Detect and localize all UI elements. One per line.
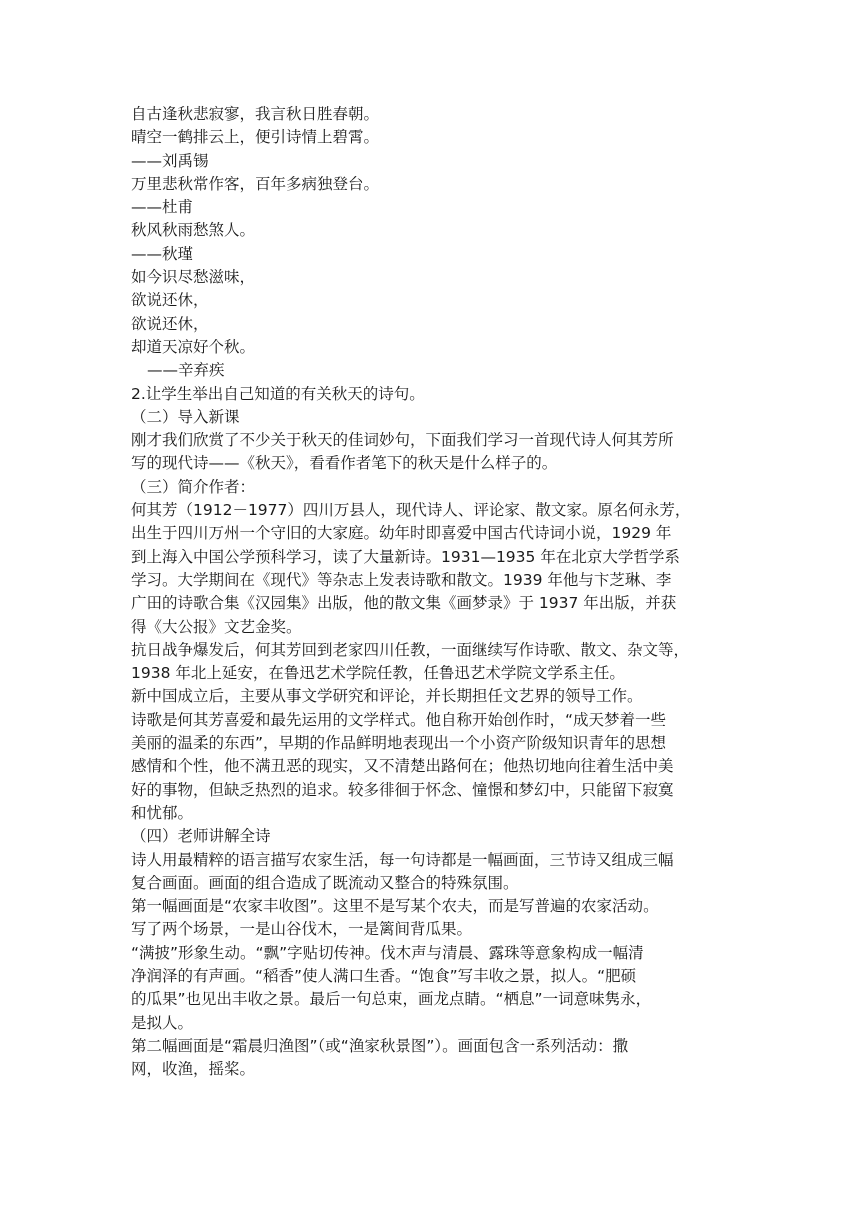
- section-heading: （四）老师讲解全诗: [131, 827, 271, 846]
- paragraph-line: 复合画面。画面的组合造成了既流动又整合的特殊氛围。: [131, 873, 519, 892]
- poem-line: 秋风秋雨愁煞人。: [131, 221, 256, 240]
- paragraph-line: 和忧郁。: [131, 803, 194, 822]
- paragraph-line: 第二幅画面是“霜晨归渔图”（或“渔家秋景图”）。画面包含一系列活动：撒: [131, 1036, 629, 1055]
- paragraph-line: 的瓜果”也见出丰收之景。最后一句总束，画龙点睛。“栖息”一词意味隽永，: [131, 990, 652, 1009]
- paragraph-line: 网，收渔，摇桨。: [131, 1060, 256, 1079]
- paragraph-line: 学习。大学期间在《现代》等杂志上发表诗歌和散文。1939 年他与卞芝琳、李: [131, 570, 672, 589]
- paragraph-line: 诗人用最精粹的语言描写农家生活，每一句诗都是一幅画面，三节诗又组成三幅: [131, 850, 674, 869]
- paragraph-line: 诗歌是何其芳喜爱和最先运用的文学样式。他自称开始创作时，“成天梦着一些: [131, 710, 667, 729]
- paragraph-line: 出生于四川万州一个守旧的大家庭。幼年时即喜爱中国古代诗词小说，1929 年: [131, 524, 672, 543]
- paragraph-line: 何其芳（1912－1977）四川万县人，现代诗人、评论家、散文家。原名何永芳，: [131, 501, 691, 520]
- paragraph-line: 到上海入中国公学预科学习，读了大量新诗。1931—1935 年在北京大学哲学系: [131, 547, 680, 566]
- paragraph-line: 美丽的温柔的东西”，早期的作品鲜明地表现出一个小资产阶级知识青年的思想: [131, 734, 667, 753]
- poem-attribution: ——辛弃疾: [147, 361, 225, 380]
- paragraph-line: “满披”形象生动。“飘”字贴切传神。伐木声与清晨、露珠等意象构成一幅清: [131, 943, 644, 962]
- poem-line: 自古逢秋悲寂寥，我言秋日胜春朝。: [131, 105, 380, 123]
- poem-attribution: ——刘禹锡: [131, 151, 209, 170]
- poem-line: 万里悲秋常作客，百年多病独登台。: [131, 174, 380, 193]
- poem-attribution: ——杜甫: [131, 198, 194, 217]
- step-item: 2.让学生举出自己知道的有关秋天的诗句。: [131, 384, 425, 403]
- paragraph-line: 感情和个性，他不满丑恶的现实，又不清楚出路何在；他热切地向往着生活中美: [131, 757, 674, 776]
- paragraph-line: 是拟人。: [131, 1013, 194, 1032]
- paragraph-line: 写的现代诗——《秋天》，看看作者笔下的秋天是什么样子的。: [131, 454, 558, 473]
- paragraph-line: 净润泽的有声画。“稻香”使人满口生香。“饱食”写丰收之景，拟人。“肥硕: [131, 966, 637, 985]
- poem-attribution: ——秋瑾: [131, 244, 194, 263]
- paragraph-line: 得《大公报》文艺金奖。: [131, 617, 302, 636]
- paragraph-line: 好的事物，但缺乏热烈的追求。较多徘徊于怀念、憧憬和梦幻中，只能留下寂寞: [131, 780, 674, 799]
- poem-line: 却道天凉好个秋。: [131, 337, 256, 356]
- paragraph-line: 1938 年北上延安，在鲁迅艺术学院任教，任鲁迅艺术学院文学系主任。: [131, 664, 625, 683]
- section-heading: （三）简介作者：: [131, 477, 256, 496]
- paragraph-line: 抗日战争爆发后，何其芳回到老家四川任教，一面继续写作诗歌、散文、杂文等，: [131, 640, 690, 659]
- poem-line: 如今识尽愁滋味，: [131, 268, 256, 287]
- paragraph-line: 新中国成立后，主要从事文学研究和评论，并长期担任文艺界的领导工作。: [131, 687, 643, 706]
- poem-line: 晴空一鹤排云上，便引诗情上碧霄。: [131, 128, 380, 147]
- paragraph-line: 第一幅画面是“农家丰收图”。这里不是写某个农夫，而是写普遍的农家活动。: [131, 897, 659, 916]
- document-body: [131, 103, 731, 1081]
- poem-line: 欲说还休，: [131, 314, 209, 333]
- section-heading: （二）导入新课: [131, 407, 240, 426]
- paragraph-line: 写了两个场景，一是山谷伐木，一是篱间背瓜果。: [131, 920, 473, 939]
- paragraph-line: 刚才我们欣赏了不少关于秋天的佳词妙句，下面我们学习一首现代诗人何其芳所: [131, 431, 674, 450]
- paragraph-line: 广田的诗歌合集《汉园集》出版，他的散文集《画梦录》于 1937 年出版，并获: [131, 594, 677, 613]
- poem-line: 欲说还休，: [131, 291, 209, 310]
